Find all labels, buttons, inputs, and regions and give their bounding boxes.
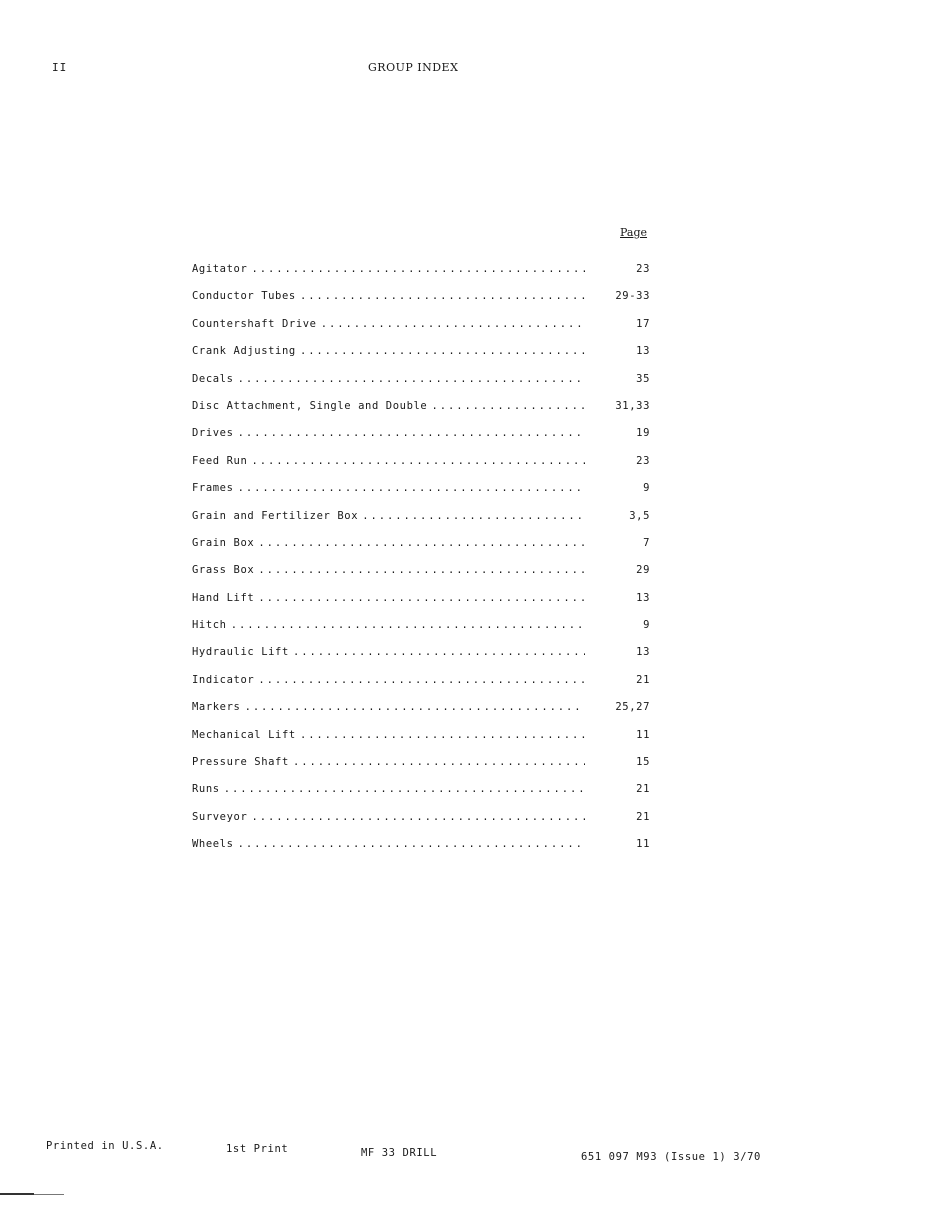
page-column-header: Page [620,226,648,239]
index-entry [192,756,652,783]
index-entry [192,263,652,290]
index-entry [192,838,652,865]
index-entry [192,482,652,509]
index-entry-page: 3,5 [629,509,650,522]
index-entry [192,783,652,810]
index-entry-label: Conductor Tubes . . . [192,290,585,302]
index-entry [192,510,652,537]
index-entry-label: Crank Adjusting . . . [192,345,585,357]
index-entry-label: Disc Attachment, Single and Double . . . [192,400,585,412]
index-entry-page: 35 [636,372,650,385]
index-entry [192,455,652,482]
footer-print-edition: 1st Print [226,1143,289,1155]
index-entry-label: Countershaft Drive . . . [192,318,585,330]
scan-artifact-line [0,1193,34,1195]
index-entry-page: 21 [636,810,650,823]
index-entry [192,318,652,345]
index-entry-label: Runs . . . [192,783,585,795]
index-entry [192,537,652,564]
index-entry [192,592,652,619]
index-entry [192,427,652,454]
index-entry-page: 9 [643,619,650,632]
index-entry-page: 11 [636,728,650,741]
index-entry-label: Pressure Shaft . . . [192,756,585,768]
index-entry-page: 11 [636,838,650,851]
index-entry-label: Surveyor . . . [192,811,585,823]
index-entry-label: Agitator . . . [192,263,585,275]
index-entry-label: Feed Run . . . [192,455,585,467]
index-entry [192,729,652,756]
index-entry-label: Indicator . . . [192,674,585,686]
index-entry-page: 13 [636,591,650,604]
footer-model: MF 33 DRILL [361,1147,438,1159]
index-entry-label: Frames . . . [192,482,585,494]
index-entry-label: Grass Box . . . [192,564,585,576]
index-entry-page: 25,27 [615,701,650,714]
index-entry-label: Hand Lift . . . [192,592,585,604]
index-entry-label: Wheels . . . [192,838,585,850]
index-entry-label: Decals . . . [192,373,585,385]
index-entry-page: 29 [636,564,650,577]
footer-part-number: 651 097 M93 (Issue 1) 3/70 [581,1151,761,1163]
index-entry-label: Markers . . . [192,701,585,713]
footer-printed-in: Printed in U.S.A. [46,1140,164,1152]
index-entry [192,811,652,838]
page-title: GROUP INDEX [368,61,459,74]
index-entry-page: 13 [636,345,650,358]
index-entry-page: 29-33 [615,290,650,303]
index-entry-label: Mechanical Lift . . . [192,729,585,741]
index-entry-page: 13 [636,646,650,659]
index-entry-label: Hitch . . . [192,619,585,631]
index-entry-label: Grain Box . . . [192,537,585,549]
index-entry-page: 7 [643,536,650,549]
index-entry-page: 23 [636,454,650,467]
index-entry-page: 31,33 [615,399,650,412]
index-entry-page: 21 [636,783,650,796]
index-entry [192,619,652,646]
index-entry-label: Drives . . . [192,427,585,439]
page-number: II [52,61,68,74]
index-entry [192,646,652,673]
index-entry-label: Grain and Fertilizer Box . . . [192,510,585,522]
index-entry [192,674,652,701]
index-entry-page: 23 [636,263,650,275]
index-entry [192,564,652,591]
index-entry-page: 17 [636,317,650,330]
scan-artifact-line [34,1194,64,1195]
index-entry-page: 15 [636,756,650,769]
index-entry [192,345,652,372]
index-entry-page: 9 [643,482,650,495]
group-index-list [192,263,652,866]
index-entry-page: 21 [636,673,650,686]
index-entry [192,701,652,728]
index-entry-page: 19 [636,427,650,440]
index-entry [192,290,652,317]
index-entry [192,373,652,400]
index-entry [192,400,652,427]
index-entry-label: Hydraulic Lift . . . [192,646,585,658]
